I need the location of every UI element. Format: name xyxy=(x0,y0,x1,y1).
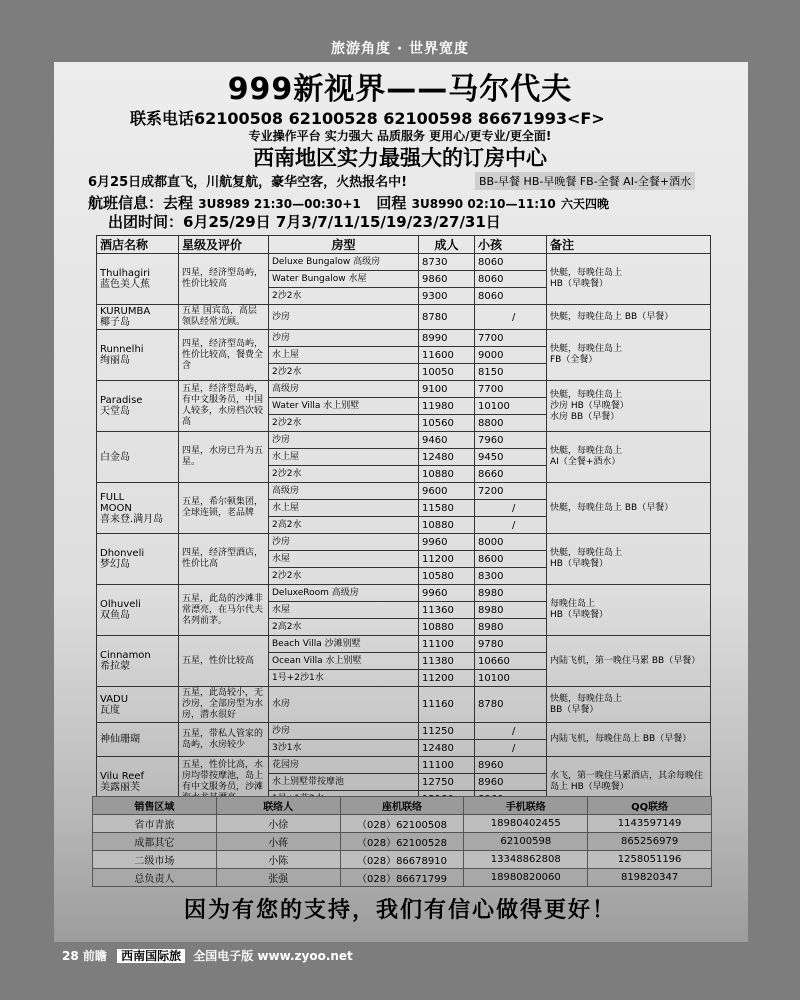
hotel-rating: 五星，此岛的沙滩非常漂亮，在马尔代夫名列前茅。 xyxy=(179,585,269,636)
child-price-cell xyxy=(475,602,547,619)
child-price-cell xyxy=(475,254,547,271)
header-notes: 备注 xyxy=(547,236,711,254)
hotel-note: 内陆飞机，第一晚住马累 BB（早餐） xyxy=(547,636,711,687)
adult-price: 11380 xyxy=(419,653,475,670)
table-header-row xyxy=(97,236,711,254)
outbound-label: 去程 xyxy=(163,194,194,212)
child-price: 8060 xyxy=(478,273,504,285)
hotel-rating: 五星，希尔顿集团，全球连锁，老品牌 xyxy=(179,483,269,534)
column-name: 前瞻 xyxy=(82,949,107,963)
room-type: 水上屋 xyxy=(269,347,419,364)
hotel-rating: 五星，性价比高，水房均带按摩池，岛上有中文服务员，沙滩 xyxy=(179,757,269,808)
child-price: 8980 xyxy=(478,604,504,616)
room-type: Beach Villa 沙滩别墅 xyxy=(269,636,419,653)
hotel-rating: 四星，水房已升为五星。 xyxy=(179,432,269,483)
room-type: 水房 xyxy=(269,687,419,723)
hotel-rating: 五星 国宾岛，高层领队经常光顾。 xyxy=(179,305,269,330)
trip-length: 六天四晚 xyxy=(560,197,609,211)
child-price-cell xyxy=(475,670,547,687)
table-row xyxy=(97,636,711,653)
return-label: 回程 xyxy=(376,194,407,212)
child-price-cell xyxy=(475,415,547,432)
contact-mobile: 13348862808 xyxy=(464,851,588,869)
hotel-name: Runnelhi 绚丽岛 xyxy=(97,330,179,381)
direct-flight-notice: 6月25日成都直飞，川航复航，豪华空客，火热报名中! xyxy=(88,175,408,190)
room-type: 沙房 xyxy=(269,330,419,347)
table-row xyxy=(97,534,711,551)
room-type: 2沙2水 xyxy=(269,568,419,585)
child-price: 8060 xyxy=(478,256,504,268)
hotel-name: FULL MOON 喜来登.满月岛 xyxy=(97,483,179,534)
room-type: 2高2水 xyxy=(269,619,419,636)
hotel-rating: 五星，此岛较小，无沙房，全部房型为水房，潜水很好 xyxy=(179,687,269,723)
room-type: Ocean Villa 水上别墅 xyxy=(269,653,419,670)
adult-price: 10880 xyxy=(419,619,475,636)
child-price: 8060 xyxy=(478,290,504,302)
room-type: 沙房 xyxy=(269,432,419,449)
room-type: 1号+2沙1水 xyxy=(269,670,419,687)
page-number: 28 xyxy=(62,949,79,963)
flight-info xyxy=(88,192,609,213)
flight-label: 航班信息： xyxy=(88,194,164,212)
room-type: Water Bungalow 水屋 xyxy=(269,271,419,288)
adult-price: 9600 xyxy=(419,483,475,500)
contact-header: 销售区域 xyxy=(93,797,217,815)
room-type: 水上屋 xyxy=(269,500,419,517)
section-title: 旅游角度 · 世界宽度 xyxy=(330,41,470,57)
contact-mobile: 18980820060 xyxy=(464,869,588,887)
departure-dates: 出团时间：6月25/29日 7月3/7/11/15/19/23/27/31日 xyxy=(108,213,501,231)
adult-price: 12750 xyxy=(419,774,475,791)
hotel-rating: 四星，经济型酒店，性价比高 xyxy=(179,534,269,585)
child-price: 8800 xyxy=(478,417,504,429)
adult-price: 11980 xyxy=(419,398,475,415)
contact-row xyxy=(93,851,712,869)
promo-line: 专业操作平台 实力强大 品质服务 更用心/更专业/更全面! xyxy=(248,129,552,143)
adult-price: 9960 xyxy=(419,585,475,602)
child-price-cell xyxy=(475,551,547,568)
child-price-cell xyxy=(475,687,547,723)
hotel-note: 快艇，每晚住岛上 HB（早晚餐） xyxy=(547,534,711,585)
child-price: 7960 xyxy=(478,434,504,446)
hotel-rating: 五星，性价比较高 xyxy=(179,636,269,687)
contact-table xyxy=(92,796,712,887)
room-type: 2沙2水 xyxy=(269,415,419,432)
hotel-name: 白金岛 xyxy=(97,432,179,483)
table-row xyxy=(97,723,711,740)
contact-qq: 1258051196 xyxy=(588,851,712,869)
child-price-cell xyxy=(475,398,547,415)
contact-region: 总负责人 xyxy=(93,869,217,887)
child-price-cell xyxy=(475,517,547,534)
adult-price: 10880 xyxy=(419,466,475,483)
hotel-note: 快艇，每晚住岛上 BB（早餐） xyxy=(547,305,711,330)
adult-price: 11360 xyxy=(419,602,475,619)
hotel-note: 快艇，每晚住岛上 沙房 HB（早晚餐） 水房 BB（早餐） xyxy=(547,381,711,432)
child-price-cell xyxy=(475,653,547,670)
adult-price: 9860 xyxy=(419,271,475,288)
child-price: 8300 xyxy=(478,570,504,582)
child-price-cell xyxy=(475,757,547,774)
hotel-name: Paradise 天堂岛 xyxy=(97,381,179,432)
header-child: 小孩 xyxy=(475,236,547,254)
adult-price: 9100 xyxy=(419,381,475,398)
contact-header: 座机联络 xyxy=(340,797,464,815)
return-flight: 3U8990 02:10—11:10 xyxy=(411,197,556,211)
child-price-cell xyxy=(475,288,547,305)
contact-region: 成都其它 xyxy=(93,833,217,851)
hotel-note: 内陆飞机，每晚住岛上 BB（早餐） xyxy=(547,723,711,757)
contact-qq: 865256979 xyxy=(588,833,712,851)
hotel-rating: 五星，经济型岛屿，有中文服务员，中国人较多，水房档次较高 xyxy=(179,381,269,432)
contact-region: 二级市场 xyxy=(93,851,217,869)
child-price: 8960 xyxy=(478,759,504,771)
room-type: 沙房 xyxy=(269,305,419,330)
adult-price: 12480 xyxy=(419,740,475,757)
child-price: / xyxy=(512,742,516,754)
adult-price: 11160 xyxy=(419,687,475,723)
slogan: 因为有您的支持，我们有信心做得更好！ xyxy=(183,897,616,923)
child-price-cell xyxy=(475,723,547,740)
adult-price: 11250 xyxy=(419,723,475,740)
child-price: 8980 xyxy=(478,587,504,599)
room-type: DeluxeRoom 高级房 xyxy=(269,585,419,602)
hotel-note: 每晚住岛上 HB（早晚餐） xyxy=(547,585,711,636)
child-price-cell xyxy=(475,774,547,791)
child-price: / xyxy=(512,311,516,323)
hotel-name: Vilu Reef 美露丽芙 xyxy=(97,757,179,808)
contact-landline: （028）62100528 xyxy=(340,833,464,851)
publication-name: 西南国际旅 xyxy=(117,949,185,963)
contact-person: 小蒋 xyxy=(216,833,340,851)
child-price: 9450 xyxy=(478,451,504,463)
child-price-cell xyxy=(475,568,547,585)
contact-landline: （028）86678910 xyxy=(340,851,464,869)
contact-mobile: 62100598 xyxy=(464,833,588,851)
room-type: 高级房 xyxy=(269,483,419,500)
contact-row xyxy=(93,815,712,833)
adult-price: 9960 xyxy=(419,534,475,551)
hotel-note: 快艇，每晚住岛上 BB（早餐） xyxy=(547,483,711,534)
adult-price: 11580 xyxy=(419,500,475,517)
child-price: 10660 xyxy=(478,655,510,667)
adult-price: 10580 xyxy=(419,568,475,585)
room-type: 水上别墅带按摩池 xyxy=(269,774,419,791)
contact-header: 联络人 xyxy=(216,797,340,815)
adult-price: 11600 xyxy=(419,347,475,364)
child-price-cell xyxy=(475,449,547,466)
hotel-name: Cinnamon 希拉蒙 xyxy=(97,636,179,687)
adult-price: 9460 xyxy=(419,432,475,449)
outbound-flight: 3U8989 21:30—00:30+1 xyxy=(198,197,361,211)
table-row xyxy=(97,330,711,347)
child-price: 8780 xyxy=(478,699,504,710)
hotel-name: Olhuveli 双鱼岛 xyxy=(97,585,179,636)
room-type: 3沙1水 xyxy=(269,740,419,757)
contact-header: 手机联络 xyxy=(464,797,588,815)
adult-price: 8730 xyxy=(419,254,475,271)
contact-person: 小陈 xyxy=(216,851,340,869)
header-rating: 星级及评价 xyxy=(179,236,269,254)
room-type: 水上屋 xyxy=(269,449,419,466)
adult-price: 10050 xyxy=(419,364,475,381)
child-price-cell xyxy=(475,347,547,364)
adult-price: 11200 xyxy=(419,551,475,568)
hotel-name: 神仙珊瑚 xyxy=(97,723,179,757)
contact-person: 小徐 xyxy=(216,815,340,833)
contact-header-row xyxy=(93,797,712,815)
adult-price: 10880 xyxy=(419,517,475,534)
table-row xyxy=(97,254,711,271)
table-row xyxy=(97,483,711,500)
child-price-cell xyxy=(475,432,547,449)
table-row xyxy=(97,687,711,723)
child-price-cell xyxy=(475,330,547,347)
child-price-cell xyxy=(475,271,547,288)
child-price: 8660 xyxy=(478,468,504,480)
contact-person: 张强 xyxy=(216,869,340,887)
hotel-rating: 四星，经济型岛屿，性价比较高，餐费全含 xyxy=(179,330,269,381)
child-price: 9000 xyxy=(478,349,504,361)
room-type: 花园房 xyxy=(269,757,419,774)
child-price: 7700 xyxy=(478,383,504,395)
contact-row xyxy=(93,869,712,887)
hotel-note: 快艇，每晚住岛上 FB（全餐） xyxy=(547,330,711,381)
child-price-cell xyxy=(475,636,547,653)
child-price: 9780 xyxy=(478,638,504,650)
child-price: 7200 xyxy=(478,485,504,497)
contact-region: 省市青旅 xyxy=(93,815,217,833)
child-price: / xyxy=(512,725,516,737)
child-price: 10100 xyxy=(478,400,510,412)
hotel-note: 快艇，每晚住岛上 AI（全餐+酒水） xyxy=(547,432,711,483)
adult-price: 11200 xyxy=(419,670,475,687)
hotel-name: Dhonveli 梦幻岛 xyxy=(97,534,179,585)
room-type: Water Villa 水上别墅 xyxy=(269,398,419,415)
adult-price: 8780 xyxy=(419,305,475,330)
subtitle: 西南地区实力最强大的订房中心 xyxy=(253,146,547,170)
contact-row xyxy=(93,833,712,851)
child-price-cell xyxy=(475,619,547,636)
adult-price: 10560 xyxy=(419,415,475,432)
table-row xyxy=(97,585,711,602)
hotel-price-table xyxy=(96,235,711,808)
child-price: 8000 xyxy=(478,536,504,548)
room-type: 2沙2水 xyxy=(269,364,419,381)
child-price: / xyxy=(512,502,516,514)
contact-mobile: 18980402455 xyxy=(464,815,588,833)
adult-price: 8990 xyxy=(419,330,475,347)
contact-phones: 联系电话62100508 62100528 62100598 86671993<F> xyxy=(130,109,605,128)
hotel-name: KURUMBA 椰子岛 xyxy=(97,305,179,330)
child-price-cell xyxy=(475,466,547,483)
child-price-cell xyxy=(475,740,547,757)
contact-header: QQ联络 xyxy=(588,797,712,815)
table-row xyxy=(97,757,711,774)
child-price: 8150 xyxy=(478,366,504,378)
child-price-cell xyxy=(475,364,547,381)
child-price-cell xyxy=(475,534,547,551)
child-price-cell xyxy=(475,585,547,602)
adult-price: 9300 xyxy=(419,288,475,305)
child-price: 8980 xyxy=(478,621,504,633)
header-room-type: 房型 xyxy=(269,236,419,254)
header-adult: 成人 xyxy=(419,236,475,254)
contact-qq: 1143597149 xyxy=(588,815,712,833)
table-row xyxy=(97,381,711,398)
child-price: 8960 xyxy=(478,776,504,788)
hotel-rating: 四星，经济型岛屿，性价比较高 xyxy=(179,254,269,305)
room-type: 水屋 xyxy=(269,602,419,619)
room-type: 高级房 xyxy=(269,381,419,398)
adult-price: 11100 xyxy=(419,757,475,774)
hotel-note: 快艇，每晚住岛上 BB（早餐） xyxy=(547,687,711,723)
hotel-note: 水飞，第一晚住马累酒店，其余每晚住岛上 HB（早晚餐） xyxy=(547,757,711,808)
room-type: Deluxe Bungalow 高级房 xyxy=(269,254,419,271)
contact-landline: （028）62100508 xyxy=(340,815,464,833)
page-footer xyxy=(62,947,353,964)
hotel-rating: 五星，带私人管家的岛屿，水房较少 xyxy=(179,723,269,757)
room-type: 沙房 xyxy=(269,723,419,740)
child-price-cell xyxy=(475,483,547,500)
contact-qq: 819820347 xyxy=(588,869,712,887)
child-price: / xyxy=(512,519,516,531)
child-price-cell xyxy=(475,500,547,517)
child-price-cell xyxy=(475,305,547,330)
room-type: 沙房 xyxy=(269,534,419,551)
room-type: 2沙2水 xyxy=(269,288,419,305)
hotel-name: Thulhagiri 蓝色美人蕉 xyxy=(97,254,179,305)
hotel-name: VADU 瓦度 xyxy=(97,687,179,723)
child-price-cell xyxy=(475,381,547,398)
room-type: 2沙2水 xyxy=(269,466,419,483)
child-price: 7700 xyxy=(478,332,504,344)
table-row xyxy=(97,432,711,449)
hotel-note: 快艇，每晚住岛上 HB（早晚餐） xyxy=(547,254,711,305)
adult-price: 12480 xyxy=(419,449,475,466)
headline: 999新视界——马尔代夫 xyxy=(227,72,573,107)
header-hotel-name: 酒店名称 xyxy=(97,236,179,254)
contact-landline: （028）86671799 xyxy=(340,869,464,887)
room-type: 水屋 xyxy=(269,551,419,568)
table-row xyxy=(97,305,711,330)
meal-legend: BB-早餐 HB-早晚餐 FB-全餐 AI-全餐+酒水 xyxy=(475,172,695,190)
child-price: 8600 xyxy=(478,553,504,565)
website-link[interactable]: 全国电子版 www.zyoo.net xyxy=(193,949,353,963)
room-type: 2高2水 xyxy=(269,517,419,534)
adult-price: 11100 xyxy=(419,636,475,653)
child-price: 10100 xyxy=(478,672,510,684)
